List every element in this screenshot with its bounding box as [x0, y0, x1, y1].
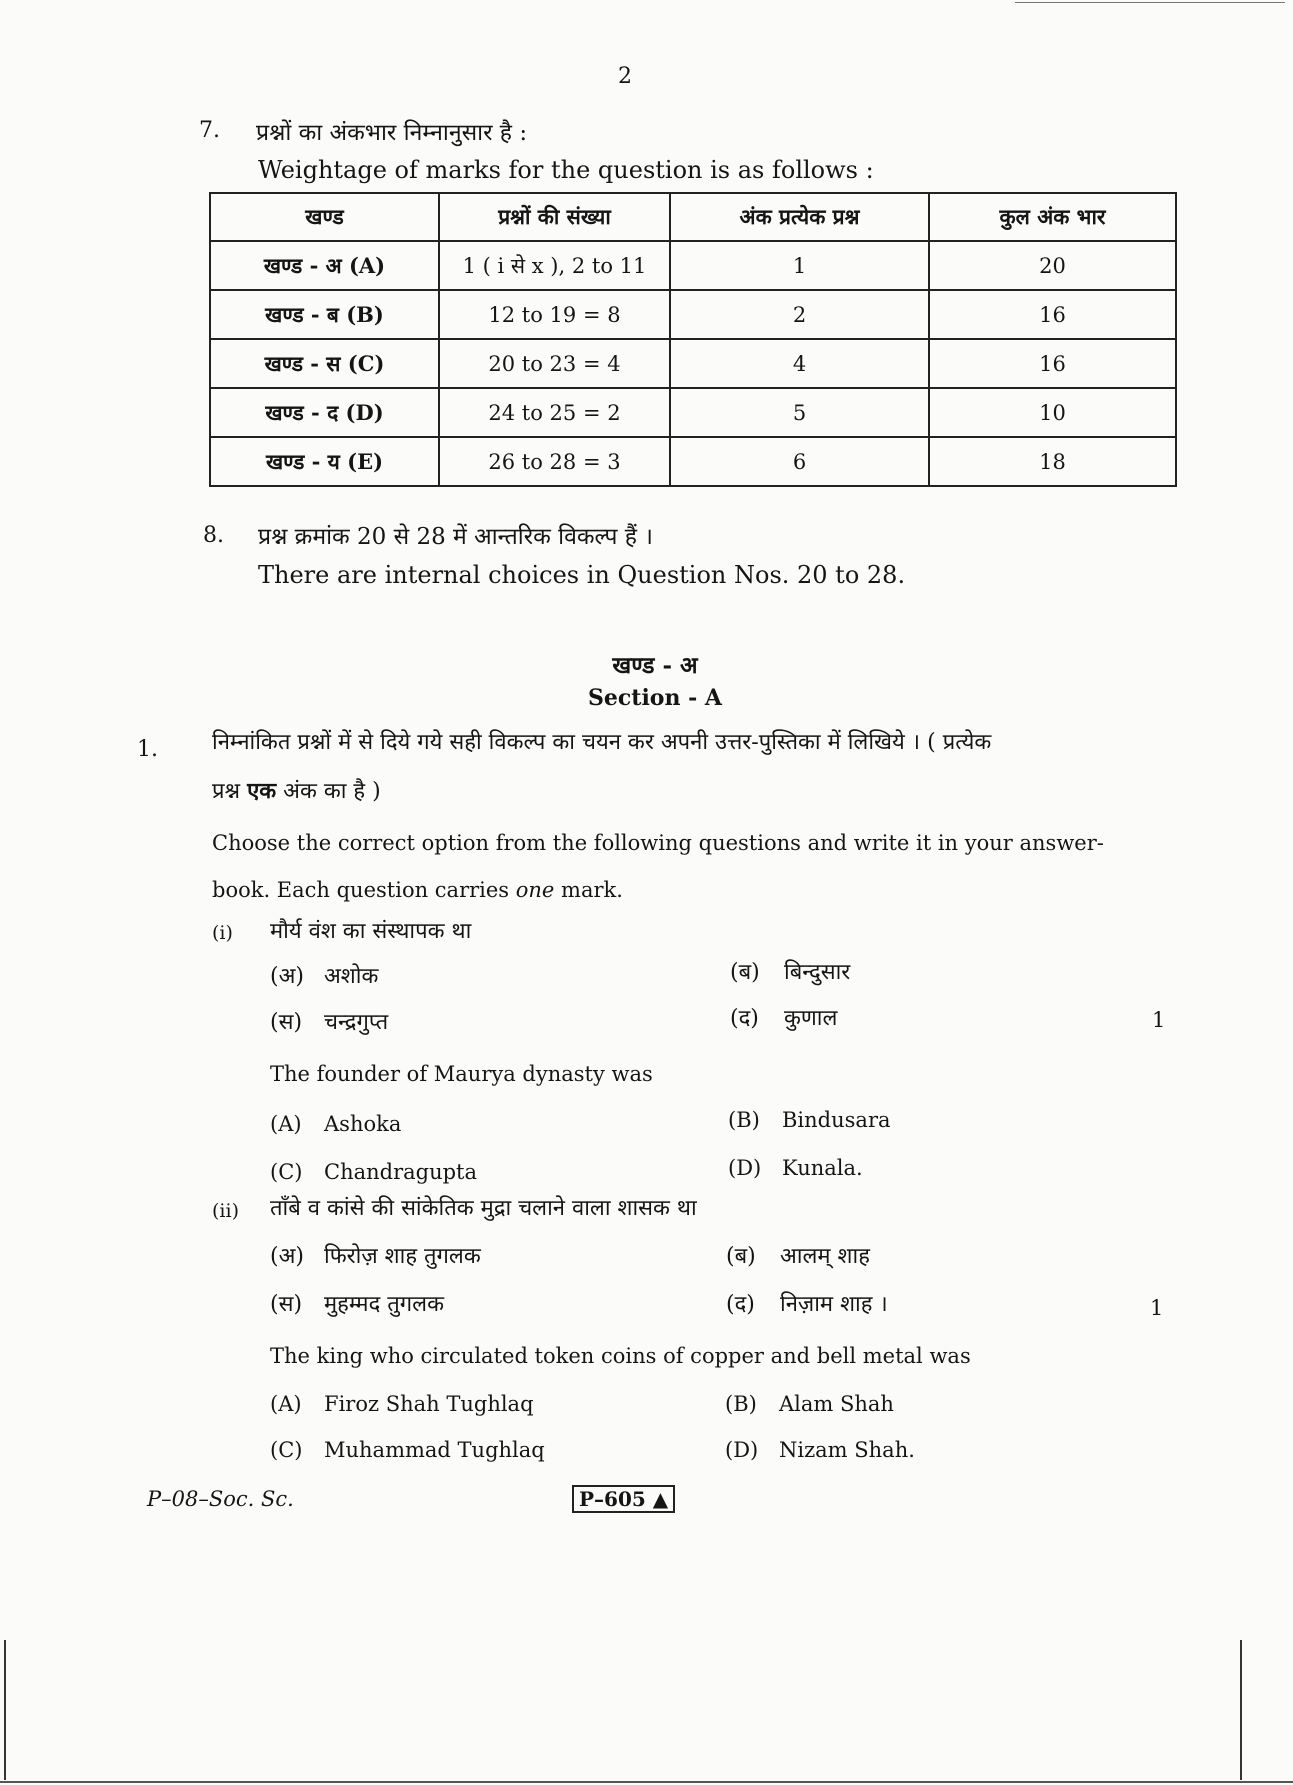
scan-edge-left — [4, 1640, 6, 1780]
question-1-number: 1. — [137, 737, 158, 762]
option-d-english: (D) Kunala. — [728, 1156, 863, 1180]
header-marks-each: अंक प्रत्येक प्रश्न — [670, 193, 929, 241]
option-b-hindi: (ब) आलम् शाह — [726, 1244, 870, 1269]
questions-cell: 1 ( i से x ), 2 to 11 — [439, 241, 670, 290]
sub-question-ii-hindi: ताँबे व कांसे की सांकेतिक मुद्रा चलाने वाला शासक था — [270, 1196, 697, 1221]
option-b-hindi: (ब) बिन्दुसार — [730, 960, 851, 985]
total-cell: 10 — [929, 388, 1176, 437]
footer-paper-code: P–08–Soc. Sc. — [147, 1487, 294, 1511]
option-c-hindi: (स) मुहम्मद तुगलक — [270, 1292, 444, 1317]
header-section: खण्ड — [210, 193, 439, 241]
section-a-hindi-title: खण्ड - अ — [612, 652, 698, 679]
sub-question-i-english: The founder of Maurya dynasty was — [270, 1062, 653, 1086]
option-b-english: (B) Bindusara — [728, 1108, 891, 1132]
option-b-english: (B) Alam Shah — [725, 1392, 894, 1416]
questions-cell: 26 to 28 = 3 — [439, 437, 670, 486]
table-row — [210, 339, 1176, 388]
scan-edge-top — [1015, 2, 1285, 3]
sub-question-i-hindi: मौर्य वंश का संस्थापक था — [270, 919, 472, 944]
item-7-number: 7. — [199, 118, 220, 143]
scan-edge-bottom — [0, 1781, 1293, 1783]
question-1-english-line2: book. Each question carries one mark. — [212, 878, 623, 902]
section-a-title: Section - A — [588, 685, 722, 711]
item-8-number: 8. — [203, 523, 224, 548]
total-cell: 16 — [929, 339, 1176, 388]
option-c-english: (C) Muhammad Tughlaq — [270, 1438, 545, 1462]
footer-booklet-code: P–605 ▲ — [572, 1487, 675, 1511]
table-row — [210, 290, 1176, 339]
marks-weightage-table — [209, 192, 1177, 487]
questions-cell: 12 to 19 = 8 — [439, 290, 670, 339]
item-8-english: There are internal choices in Question Nos. 20 to 28. — [258, 561, 906, 589]
table-row — [210, 437, 1176, 486]
question-1-english-line1: Choose the correct option from the following questions and write it in your answer- — [212, 831, 1104, 855]
option-d-hindi: (द) कुणाल — [730, 1006, 838, 1031]
total-cell: 18 — [929, 437, 1176, 486]
marks-each-cell: 4 — [670, 339, 929, 388]
section-cell: खण्ड - स (C) — [210, 339, 439, 388]
option-d-hindi: (द) निज़ाम शाह । — [726, 1292, 888, 1317]
table-header-row — [210, 193, 1176, 241]
page-number: 2 — [618, 64, 632, 89]
table-row — [210, 388, 1176, 437]
header-questions: प्रश्नों की संख्या — [439, 193, 670, 241]
question-1-hindi-line1: निम्नांकित प्रश्नों में से दिये गये सही विकल्प का चयन कर अपनी उत्तर-पुस्तिका में लिखिये । ( प्रत्येक — [212, 730, 992, 755]
marks-each-cell: 1 — [670, 241, 929, 290]
option-c-hindi: (स) चन्द्रगुप्त — [270, 1010, 389, 1035]
section-cell: खण्ड - य (E) — [210, 437, 439, 486]
questions-cell: 20 to 23 = 4 — [439, 339, 670, 388]
sub-question-i-marks: 1 — [1152, 1008, 1166, 1032]
table-row — [210, 241, 1176, 290]
option-a-english: (A) Firoz Shah Tughlaq — [270, 1392, 534, 1416]
scan-edge-right — [1240, 1640, 1242, 1780]
total-cell: 20 — [929, 241, 1176, 290]
marks-each-cell: 2 — [670, 290, 929, 339]
sub-question-i-label: (i) — [212, 922, 233, 944]
section-cell: खण्ड - ब (B) — [210, 290, 439, 339]
section-cell: खण्ड - अ (A) — [210, 241, 439, 290]
marks-each-cell: 6 — [670, 437, 929, 486]
sub-question-ii-marks: 1 — [1150, 1296, 1164, 1320]
item-8-hindi: प्रश्न क्रमांक 20 से 28 में आन्तरिक विकल्प हैं । — [258, 524, 654, 550]
option-a-english: (A) Ashoka — [270, 1112, 402, 1136]
item-7-hindi: प्रश्नों का अंकभार निम्नानुसार है : — [256, 120, 528, 146]
option-a-hindi: (अ) अशोक — [270, 964, 379, 989]
marks-each-cell: 5 — [670, 388, 929, 437]
option-d-english: (D) Nizam Shah. — [725, 1438, 915, 1462]
item-7-english: Weightage of marks for the question is as follows : — [258, 156, 874, 184]
total-cell: 16 — [929, 290, 1176, 339]
option-a-hindi: (अ) फिरोज़ शाह तुगलक — [270, 1244, 481, 1269]
option-c-english: (C) Chandragupta — [270, 1160, 478, 1184]
sub-question-ii-label: (ii) — [212, 1200, 239, 1222]
questions-cell: 24 to 25 = 2 — [439, 388, 670, 437]
sub-question-ii-english: The king who circulated token coins of copper and bell metal was — [270, 1344, 971, 1368]
header-total-marks: कुल अंक भार — [929, 193, 1176, 241]
question-1-hindi-line2: प्रश्न एक अंक का है ) — [212, 778, 381, 804]
section-cell: खण्ड - द (D) — [210, 388, 439, 437]
